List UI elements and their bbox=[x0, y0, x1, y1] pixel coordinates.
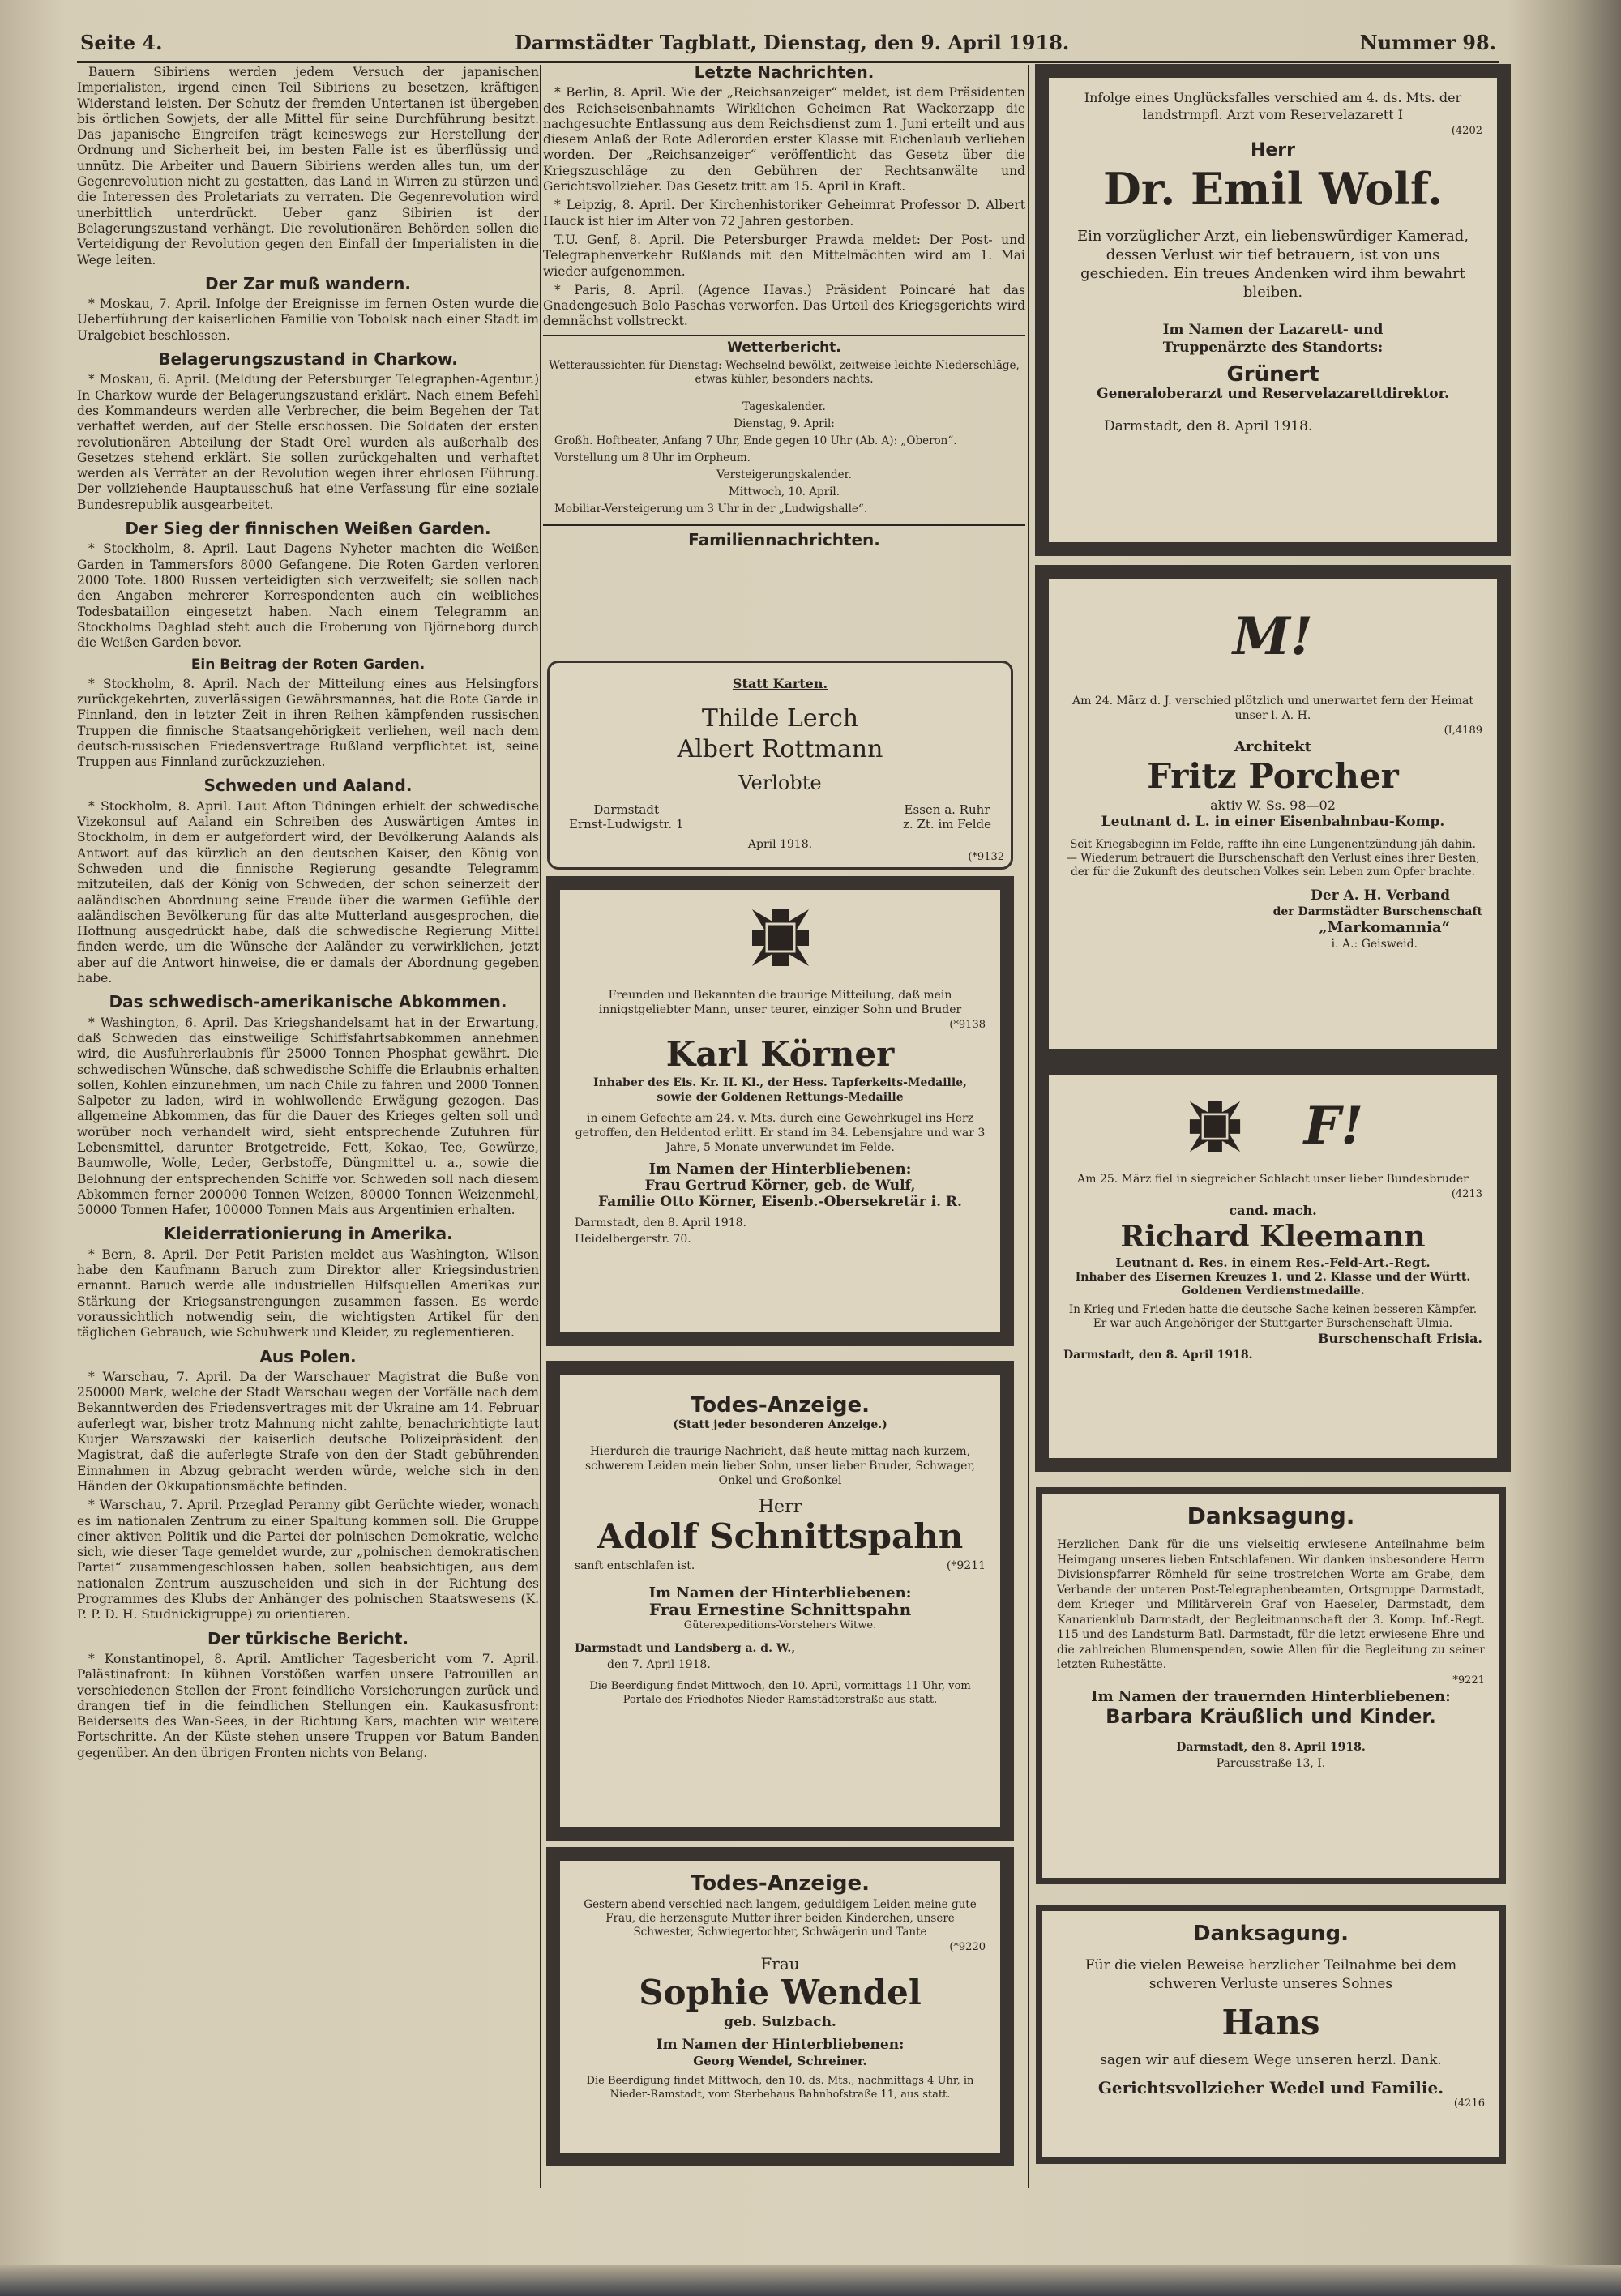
page-number: Seite 4. bbox=[80, 31, 163, 54]
article-text: * Bern, 8. April. Der Petit Parisien meldet aus Washington, Wilson habe den Kaufmann Baruch zum Direktor aller Kriegsindustrien ernannt. Baruch werde alle industriellen Hilfsquellen Amerikas zur Stärkung der Kriegsanstrengungen zusammen fassen. Es werde voraussichtlich notwendig sein, die wichtigsten Artikel für den täglichen Gebrauch, wie Schuhwerk und Kleider, zu reglementieren. bbox=[77, 1246, 539, 1340]
death-notice-porcher bbox=[1036, 566, 1510, 1062]
fraternity-monogram: F! bbox=[1303, 1096, 1364, 1157]
notice-head: Statt Karten. bbox=[732, 676, 828, 691]
auction-item: Mobiliar-Versteigerung um 3 Uhr in der „Ludwigshalle“. bbox=[554, 502, 868, 516]
place-date: Darmstadt, den 8. April 1918. bbox=[1104, 418, 1313, 434]
masthead: Darmstädter Tagblatt, Dienstag, den 9. April 1918. bbox=[515, 31, 1070, 54]
article-text: * Moskau, 6. April. (Meldung der Petersburger Telegraphen-Agentur.) In Charkow wurde der Belagerungszustand erklärt. Nach einem Befehl des Kommandeurs werden alle Verbrecher, die beim Begehen der Tat verhaftet werden, auf der Stelle erschossen. Die Soldaten der ersten revolutionären Abteilung der Stadt Orel wurden als außerhalb des Gesetzes stehend erklärt. Sie sollen zurückgehalten und verhaftet werden als Verräter an der Revolution wegen ihrer ehrlosen Führung. Der vollziehende Hauptausschuß hat eine Verfassung für eine soziale Bundesrepublik ausgearbeitet. bbox=[77, 372, 539, 512]
article-text: * Berlin, 8. April. Wie der „Reichsanzeiger“ meldet, ist dem Präsidenten des Reichseisenbahnamts Wirklichen Geheimen Rat Wackerzapp die nachgesuchte Entlassung aus dem Reichsdienst zum 1. Juni erteilt und aus diesem Anlaß der Rote Adlerorden erster Klasse mit Eichenlaub verliehen worden. Der „Reichsanzeiger“ veröffentlicht das Gesetz über die Kriegszuschläge zu den Gebühren der Rechtsanwälte und Gerichtsvollzieher. Das Gesetz tritt am 15. April in Kraft. bbox=[543, 85, 1025, 195]
notice-text: in einem Gefechte am 24. v. Mts. durch eine Gewehrkugel ins Herz getroffen, den Heldentod erlitt. Er stand im 34. Lebensjahre und war 3 Jahre, 5 Monate unverwundet im Felde. bbox=[575, 1112, 986, 1154]
article-text: T.U. Genf, 8. April. Die Petersburger Prawda meldet: Der Post- und Telegraphenverkehr Rußlands mit den Mittelmächten wird am 1. Mai wieder aufgenommen. bbox=[543, 232, 1025, 279]
notice-head: Danksagung. bbox=[1187, 1503, 1355, 1529]
article-text: Bauern Sibiriens werden jedem Versuch der japanischen Imperialisten, irgend einen Teil Sibiriens zu besetzen, kräftigen Widerstand leisten. Der Schutz der fremden Untertanen ist übergeben bis örtlichen Sowjets, der alle Mittel für seine Durchführung besitzt. Das japanische Eingreifen trägt keineswegs zur Herstellung der Ordnung und Sicherheit bei, im besten Falle ist es überflüssig und unnütz. Die Arbeiter und Bauern Sibiriens werden alles tun, um der Gegenrevolution nicht zu gestatten, das Land in Wirren zu stürzen und die Interessen des Proletariats zu verraten. Die Gegenrevolution wird unerbittlich unterdrückt. Ueber ganz Sibirien ist der Belagerungszustand verhängt. Die revolutionären Behörden sollen die Verteidigung der Revolution gegen den Einfall der Imperialisten in die Wege leiten. bbox=[77, 65, 539, 267]
maiden-name: geb. Sulzbach. bbox=[724, 2014, 836, 2030]
notice-text: Er war auch Angehöriger der Stuttgarter Burschenschaft Ulmia. bbox=[1093, 1317, 1453, 1330]
mourner-title: Güterexpeditions-Vorstehers Witwe. bbox=[683, 1619, 877, 1631]
calendar-title: Tageskalender. bbox=[742, 400, 826, 414]
deceased-name: Hans bbox=[1221, 2003, 1320, 2042]
mourners-head: Im Namen der Hinterbliebenen: bbox=[656, 2037, 905, 2053]
address: Parcusstraße 13, I. bbox=[1216, 1756, 1326, 1770]
signer: Barbara Kräußlich und Kinder. bbox=[1106, 1704, 1436, 1728]
mourner: Familie Otto Körner, Eisenb.-Obersekretär i. R. bbox=[598, 1194, 962, 1210]
notice-text: Freunden und Bekannten die traurige Mitteilung, daß mein innigstgeliebter Mann, unser teurer, einziger Sohn und Bruder bbox=[598, 989, 962, 1016]
weather-box bbox=[543, 335, 1025, 395]
signer: der Darmstädter Burschenschaft bbox=[1272, 905, 1482, 918]
iron-cross-icon bbox=[1183, 1094, 1247, 1159]
decorations: Inhaber des Eisernen Kreuzes 1. und 2. Klasse und der Württ. Goldenen Verdienstmedaille. bbox=[1075, 1271, 1471, 1298]
column-rule bbox=[1028, 65, 1029, 2188]
notice-text: Hierdurch die traurige Nachricht, daß heute mittag nach kurzem, schwerem Leiden mein lieber Sohn, unser lieber Bruder, Schwager, Onkel und Großonkel bbox=[584, 1445, 976, 1487]
deceased-name: Sophie Wendel bbox=[639, 1973, 922, 2012]
signer: Burschenschaft Frisia. bbox=[1318, 1331, 1482, 1346]
mourner: Georg Wendel, Schreiner. bbox=[693, 2054, 867, 2068]
address: Heidelbergerstr. 70. bbox=[575, 1233, 691, 1246]
burial-info: Die Beerdigung findet Mittwoch, den 10. April, vormittags 11 Uhr, vom Portale des Friedhofes Nieder-Ramstädterstraße aus statt. bbox=[589, 1680, 971, 1706]
notice-text: Gestern abend verschied nach langem, geduldigem Leiden meine gute Frau, die herzensgute Mutter ihrer beiden Kinderchen, unsere Schwester, Schwiegertochter, Schwägerin und Tante bbox=[584, 1898, 977, 1939]
death-notice-schnittspahn bbox=[547, 1362, 1013, 1840]
issue-number: Nummer 98. bbox=[1359, 31, 1496, 54]
death-notice-wendel bbox=[547, 1848, 1013, 2166]
article-text: * Washington, 6. April. Das Kriegshandelsamt hat in der Erwartung, daß Schweden das einstweilige Schiffsfahrtsabkommen annehmen wird, die Ausfuhrerlaubnis für 25000 Tonnen Phosphat gewährt. Die schwedischen Wünsche, daß schwedische Schiffe die Erlaubnis erhalten sollen, Kohlen einzunehmen, um nach Chile zu fahren und 2000 Tonnen Salpeter zu laden, wird in wohlwollende Erwägung gezogen. Das allgemeine Abkommen, das für die Dauer des Krieges gelten soll und worüber noch verhandelt wird, sieht entsprechende Zufuhren für Lebensmittel, darunter Brotgetreide, Fett, Kokao, Tee, Gewürze, Baumwolle, Wolle, Leder, Gerbstoffe, Düngmittel u. a., sowie die Belohnung der entsprechenden Schiffe vor. Schweden soll nach diesem Abkommen ferner 200000 Tonnen Weizen, 80000 Tonnen Weizenmehl, 50000 Tonnen Hafer, 100000 Tonnen Mais aus Argentinien erhalten. bbox=[77, 1015, 539, 1218]
date: den 7. April 1918. bbox=[607, 1658, 711, 1671]
address: Ernst-Ludwigstr. 1 bbox=[569, 817, 684, 832]
notice-text: Am 25. März fiel in siegreicher Schlacht unser lieber Bundesbruder bbox=[1077, 1173, 1469, 1186]
notice-text: Für die vielen Beweise herzlicher Teilnahme bei dem schweren Verluste unseres Sohnes bbox=[1084, 1957, 1457, 1992]
ref-number: (*9132 bbox=[968, 851, 1004, 863]
signer: Der A. H. Verband bbox=[1311, 887, 1450, 904]
thanks-notice-kraeusslich bbox=[1036, 1487, 1506, 1884]
calendar-item: Großh. Hoftheater, Anfang 7 Uhr, Ende gegen 10 Uhr (Ab. A): „Oberon“. bbox=[554, 434, 957, 448]
section-title: Familiennachrichten. bbox=[543, 524, 1025, 548]
mourner: Frau Gertrud Körner, geb. de Wulf, bbox=[644, 1178, 916, 1194]
death-notice-wolf bbox=[1036, 65, 1510, 555]
ref-number: (4213 bbox=[1451, 1188, 1482, 1200]
article-text: * Stockholm, 8. April. Laut Afton Tidningen erhielt der schwedische Vizekonsul auf Aaland ein Schreiben des Auswärtigen Amtes in Stockholm, in dem er aufgefordert wird, der Bevölkerung Aalands als Antwort auf das kürzlich an den deutschen Kaiser, den König von Schweden und die finnische Regierung gesandte Telegramm mitzuteilen, daß der König von Schweden, der schon seinerzeit der aaländischen Abordnung seine Freude über die warmen Gefühle der aaländischen Bevölkerung für das alte Mutterland ausgesprochen, die Hoffnung ausgedrückt habe, daß die schwedische Regierung Mittel finden werde, um die Wünsche der Aaländer zu verwirklichen, jetzt aber auf die Antwort hinweise, die er damals der Abordnung gegeben habe. bbox=[77, 798, 539, 986]
notice-sub: (Statt jeder besonderen Anzeige.) bbox=[673, 1418, 887, 1431]
signer: i. A.: Geisweid. bbox=[1331, 938, 1418, 951]
headline: Der Sieg der finnischen Weißen Garden. bbox=[125, 519, 491, 539]
place-date: Darmstadt, den 8. April 1918. bbox=[1176, 1740, 1366, 1754]
headline: Wetterbericht. bbox=[727, 339, 841, 356]
salutation: Herr bbox=[758, 1497, 802, 1517]
place: Essen a. Ruhr bbox=[904, 802, 990, 817]
notice-text: Herzlichen Dank für die uns vielseitig erwiesene Anteilnahme beim Heimgang unseres lieben Entschlafenen. Wir danken insbesondere Herrn Divisionspfarrer Römheld für seine trostreichen Worte am Grabe, dem Verbande der unteren Post-Telegraphenbeamten, Ortsgruppe Darmstadt, dem Krieger- und Militärverein Graf von Haeseler, Darmstadt, dem Kanarienklub Darmstadt, der Begleitmannschaft der 3. Komp. Inf.-Regt. 115 und des Landsturm-Batl. Darmstadt, für die letzt erwiesene Ehre und die zahlreichen Blumenspenden, sowie Allen für die Begleitung zu seiner letzten Ruhestätte. bbox=[1057, 1538, 1485, 1671]
subheadline: Ein Beitrag der Roten Garden. bbox=[190, 656, 426, 673]
headline: Belagerungszustand in Charkow. bbox=[158, 349, 458, 370]
engaged-label: Verlobte bbox=[738, 772, 822, 794]
page-header bbox=[77, 24, 1499, 63]
signer: Gerichtsvollzieher Wedel und Familie. bbox=[1097, 2078, 1444, 2097]
notice-text: sagen wir auf diesem Wege unseren herzl. Dank. bbox=[1100, 2052, 1442, 2068]
notice-text: Am 24. März d. J. verschied plötzlich und unerwartet fern der Heimat unser l. A. H. bbox=[1072, 695, 1473, 722]
deceased-name: Fritz Porcher bbox=[1147, 756, 1399, 796]
headline: Kleiderrationierung in Amerika. bbox=[163, 1224, 453, 1244]
article-text: * Stockholm, 8. April. Laut Dagens Nyheter machten die Weißen Garden in Tammersfors 8000 Gefangene. Die Roten Garden verloren 2000 Tote. 1800 Russen verteidigten sich verzweifelt; sie sollen nach den Angaben mehrerer Korrespondenten auch ein weibliches Todesbataillon eingesetzt haben. Nach einem Telegramm an Stockholms Dagblad steht auch die Eroberung von Björneborg durch die Weißen Garden bevor. bbox=[77, 541, 539, 651]
death-notice-kleemann bbox=[1036, 1062, 1510, 1471]
calendar-date: Dienstag, 9. April: bbox=[734, 417, 835, 431]
notice-text: Infolge eines Unglücksfalles verschied am 4. ds. Mts. der landstrmpfl. Arzt vom Reservelazarett I bbox=[1084, 90, 1462, 122]
auction-title: Versteigerungskalender. bbox=[716, 468, 852, 482]
deceased-name: Dr. Emil Wolf. bbox=[1103, 163, 1443, 215]
headline: Der Zar muß wandern. bbox=[204, 273, 412, 293]
article-text: * Stockholm, 8. April. Nach der Mitteilung eines aus Helsingfors zurückgekehrten, zuverlässigen Gewährsmannes, hat die Rote Garde in Finnland, den in letzter Zeit in ihren Reihen kämpfenden russischen Truppen die finnische Staatsangehörigkeit verliehen, weil nach dem deutsch-russischen Friedensvertrage Rußland verpflichtet ist, seine Truppen aus Finnland zurückzuziehen. bbox=[77, 676, 539, 770]
notice-head: Todes-Anzeige. bbox=[690, 1871, 870, 1896]
ref-number: *9221 bbox=[1452, 1674, 1485, 1687]
thanks-notice-wedel bbox=[1036, 1905, 1506, 2164]
address: z. Zt. im Felde bbox=[903, 817, 991, 832]
place-date: Darmstadt, den 8. April 1918. bbox=[1063, 1349, 1253, 1362]
article-text: * Konstantinopel, 8. April. Amtlicher Tagesbericht vom 7. April. Palästinafront: In kühnen Vorstößen warfen unsere Patrouillen an verschiedenen Stellen der Front feindliche Vorsicherungen zurück und drangen tief in die feindlichen Stellungen ein. Kaukasusfront: Beiderseits des Wan-Sees, in der Richtung Kars, machten wir weitere Fortschritte. An der Küste stehen unsere Truppen vor Batum Banden gegenüber. An den übrigen Fronten nichts von Belang. bbox=[77, 1651, 539, 1760]
mourners-head: Im Namen der Lazarett- und Truppenärzte des Standorts: bbox=[1162, 322, 1384, 356]
engagement-notice bbox=[547, 661, 1013, 870]
fraternity-monogram: M! bbox=[1233, 606, 1313, 667]
weather-text: Wetteraussichten für Dienstag: Wechselnd bewölkt, zeitweise leichte Niederschläge, etwas kühler, besonders nachts. bbox=[549, 359, 1020, 387]
deceased-name: Adolf Schnittspahn bbox=[597, 1516, 964, 1556]
salutation: Frau bbox=[760, 1954, 800, 1973]
news-column-1 bbox=[77, 65, 539, 2188]
article-text: * Warschau, 7. April. Przeglad Peranny gibt Gerüchte wieder, wonach es im nationalen Zentrum zu einer Spaltung kommen soll. Die Gruppe einer aktiven Politik und die Partei der polnischen Demokratie, welche sich, wie dieser Tage gemeldet wurde, zur „polnischen demokratischen Partei“ zusammengeschlossen haben, sollen beabsichtigen, aus dem nationalen Zentrum auszuscheiden und sich in der Richtung des Programmes des Klubs der Anhänger des polnischen Staatswesens (K. P. P. D. H. Studnickigruppe) zu orientieren. bbox=[77, 1498, 539, 1623]
profession: Architekt bbox=[1234, 738, 1311, 755]
ref-number: (4202 bbox=[1451, 125, 1482, 137]
burial-info: Die Beerdigung findet Mittwoch, den 10. ds. Mts., nachmittags 4 Uhr, in Nieder-Ramstadt, vom Sterbehaus Bahnhofstraße 11, aus statt. bbox=[586, 2075, 974, 2101]
auction-date: Mittwoch, 10. April. bbox=[728, 485, 840, 499]
notice-text: Seit Kriegsbeginn im Felde, raffte ihn eine Lungenentzündung jäh dahin. — Wiederum betrauert die Burschenschaft den Verlust eines ihrer Besten, der für die Zukunft des deutschen Volkes sein Leben zum Opfer brachte. bbox=[1066, 838, 1480, 879]
place: Darmstadt bbox=[593, 802, 660, 817]
article-text: * Paris, 8. April. (Agence Havas.) Präsident Poincaré hat das Gnadengesuch Bolo Paschas verworfen. Das Urteil des Kriegsgerichts wird demnächst vollstreckt. bbox=[543, 282, 1025, 329]
mourner: Frau Ernestine Schnittspahn bbox=[648, 1600, 912, 1619]
notice-text: Ein vorzüglicher Arzt, ein liebenswürdiger Kamerad, dessen Verlust wir tief betrauern, ist von uns geschieden. Ein treues Andenken wird ihm bewahrt bleiben. bbox=[1076, 228, 1469, 301]
rank: Leutnant d. L. in einer Eisenbahnbau-Komp. bbox=[1101, 814, 1445, 830]
mourners-head: Im Namen der Hinterbliebenen: bbox=[648, 1584, 912, 1601]
ref-number: (*9211 bbox=[946, 1559, 986, 1572]
mourners-head: Im Namen der Hinterbliebenen: bbox=[648, 1161, 912, 1178]
place: Darmstadt und Landsberg a. d. W., bbox=[575, 1642, 796, 1655]
notice-text: sanft entschlafen ist. bbox=[575, 1559, 695, 1572]
decorations: Inhaber des Eis. Kr. II. Kl., der Hess. Tapferkeits-Medaille, sowie der Goldenen Rettungs-Medaille bbox=[593, 1076, 967, 1104]
date: April 1918. bbox=[747, 838, 813, 851]
calendar-item: Vorstellung um 8 Uhr im Orpheum. bbox=[554, 451, 751, 465]
notice-text: In Krieg und Frieden hatte die deutsche Sache keinen besseren Kämpfer. bbox=[1068, 1303, 1478, 1316]
headline: Schweden und Aaland. bbox=[203, 776, 413, 796]
ref-number: (I,4189 bbox=[1444, 725, 1482, 737]
membership: aktiv W. Ss. 98—02 bbox=[1210, 797, 1336, 813]
salutation: Herr bbox=[1250, 140, 1296, 160]
headline: Letzte Nachrichten. bbox=[694, 65, 875, 82]
deceased-name: Richard Kleemann bbox=[1120, 1220, 1426, 1254]
scan-edge bbox=[0, 2265, 1621, 2296]
notice-head: Todes-Anzeige. bbox=[690, 1393, 870, 1417]
ref-number: (4216 bbox=[1453, 2097, 1485, 2110]
notice-head: Danksagung. bbox=[1192, 1922, 1349, 1946]
name: Thilde Lerch bbox=[701, 704, 859, 733]
iron-cross-icon bbox=[744, 901, 817, 974]
article-text: * Warschau, 7. April. Da der Warschauer Magistrat die Buße von 250000 Mark, welche der Stadt Warschau wegen der Vorfälle nach dem Bekanntwerden des Friedensvertrages mit der Ukraine am 14. Februar auferlegt war, bisher trotz Mahnung nicht zahlte, benachrichtigte laut Kurjer Warszawski der kaiserlich deutsche Polizeipräsident den Magistrat, daß die auferlegte Strafe von den der Stadt gebührenden Einnahmen in Abzug gebracht werden würde, welche sich in den Händen der Okkupationsmächte befinden. bbox=[77, 1369, 539, 1494]
ref-number: (*9138 bbox=[949, 1019, 986, 1031]
signer-title: Generaloberarzt und Reservelazarettdirektor. bbox=[1097, 386, 1449, 402]
mourners-head: Im Namen der trauernden Hinterbliebenen: bbox=[1091, 1687, 1451, 1705]
signer: Grünert bbox=[1226, 362, 1319, 387]
rank: Leutnant d. Res. in einem Res.-Feld-Art.-Regt. bbox=[1115, 1255, 1431, 1270]
calendar-box bbox=[543, 400, 1025, 516]
headline: Aus Polen. bbox=[259, 1346, 357, 1366]
death-notice-koerner bbox=[547, 877, 1013, 1345]
deceased-name: Karl Körner bbox=[665, 1034, 895, 1074]
name: Albert Rottmann bbox=[677, 735, 883, 763]
place-date: Darmstadt, den 8. April 1918. bbox=[575, 1216, 746, 1229]
ref-number: (*9220 bbox=[949, 1941, 986, 1953]
profession: cand. mach. bbox=[1229, 1203, 1317, 1218]
headline: Der türkische Bericht. bbox=[207, 1628, 409, 1648]
article-text: * Moskau, 7. April. Infolge der Ereignisse im fernen Osten wurde die Ueberführung der kaiserlichen Familie von Tobolsk nach einer Stadt im Uralgebiet beschlossen. bbox=[77, 297, 539, 343]
article-text: * Leipzig, 8. April. Der Kirchenhistoriker Geheimrat Professor D. Albert Hauck ist hier im Alter von 72 Jahren gestorben. bbox=[543, 198, 1025, 229]
headline: Das schwedisch-amerikanische Abkommen. bbox=[109, 992, 507, 1012]
fraternity-name: „Markomannia“ bbox=[1319, 919, 1450, 936]
column-rule bbox=[540, 65, 541, 2188]
